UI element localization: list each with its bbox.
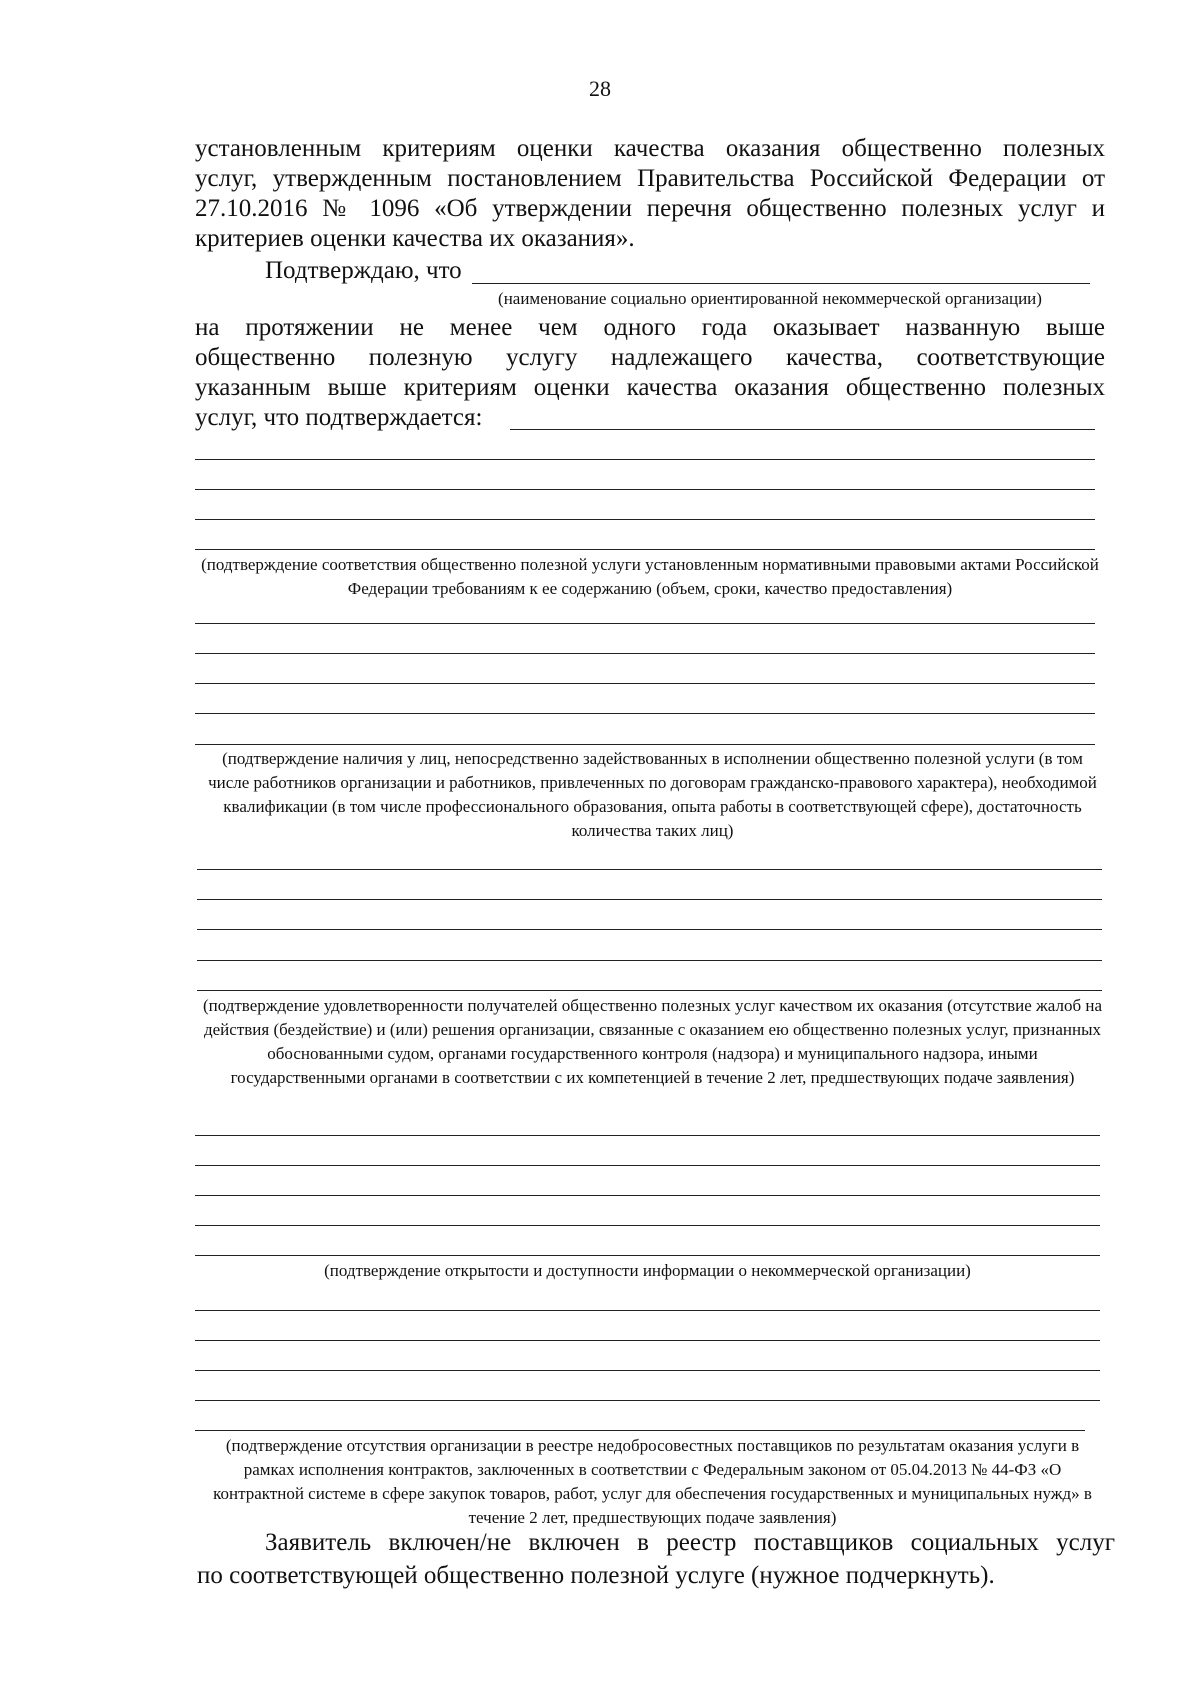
confirm-line: на протяжении не менее чем одного года оказывает названную выше (195, 314, 1105, 341)
confirmed-by-label: услуг, что подтверждается: (195, 404, 483, 431)
intro-line: 27.10.2016 № 1096 «Об утверждении перечня общественно полезных услуг и (195, 195, 1105, 222)
input-line[interactable] (197, 960, 1102, 961)
registry-statement-line: Заявитель включен/не включен в реестр поставщиков социальных услуг (265, 1529, 1115, 1556)
input-line[interactable] (510, 429, 1095, 430)
note-unscrupulous-registry: (подтверждение отсутствия организации в реестре недобросовестных поставщиков по результатам оказания услуги в рамках исполнения контрактов, заключенных в соответствии с Федеральным законом от 05.04.2013 № 44-ФЗ «О контрактной системе в сфере закупок товаров, работ, услуг для обеспечения государственных и муниципальных нужд» в течение 2 лет, предшествующих подаче заявления) (213, 1436, 1092, 1527)
org-name-caption: (наименование социально ориентированной некоммерческой организации) (498, 289, 1042, 308)
input-line[interactable] (195, 459, 1095, 460)
note-staff-qualification: (подтверждение наличия у лиц, непосредственно задействованных в исполнении общественно полезной услуги (в том числе работников организации и работников, привлеченных по договорам гражданско-правового характера), необходимой квалификации (в том числе профессионального образования, опыта работы в соответствующей сфере), достаточность количества таких лиц) (208, 749, 1097, 840)
org-name-field[interactable] (472, 283, 1090, 284)
input-line[interactable] (195, 489, 1095, 490)
input-line[interactable] (195, 653, 1095, 654)
registry-statement-line: по соответствующей общественно полезной услуге (нужное подчеркнуть). (197, 1562, 995, 1589)
input-line[interactable] (195, 623, 1095, 624)
input-line[interactable] (195, 1310, 1100, 1311)
note-recipient-satisfaction: (подтверждение удовлетворенности получателей общественно полезных услуг качеством их оказания (отсутствие жалоб на действия (бездействие) и (или) решения организации, связанные с оказанием ею общественно полезных услуг, признанных обоснованными судом, органами государственного контроля (надзора) и муниципального надзора, иными государственными органами в соответствии с их компетенцией в течение 2 лет, предшествующих подаче заявления) (202, 996, 1103, 1087)
confirm-label: Подтверждаю, что (265, 257, 462, 284)
input-line[interactable] (195, 1195, 1100, 1196)
input-line[interactable] (197, 899, 1102, 900)
page-number: 28 (589, 76, 611, 101)
input-line[interactable] (195, 1255, 1100, 1256)
input-line[interactable] (195, 1225, 1100, 1226)
confirm-line: общественно полезную услугу надлежащего качества, соответствующие (195, 344, 1105, 371)
input-line[interactable] (195, 519, 1095, 520)
input-line[interactable] (195, 1430, 1085, 1431)
input-line[interactable] (195, 1340, 1100, 1341)
confirm-paragraph (195, 313, 1105, 403)
intro-line: услуг, утвержденным постановлением Правительства Российской Федерации от (195, 165, 1105, 192)
note-information-openness: (подтверждение открытости и доступности информации о некоммерческой организации) (324, 1261, 971, 1280)
input-line[interactable] (197, 990, 1102, 991)
input-line[interactable] (195, 744, 1095, 745)
intro-line: установленным критериям оценки качества оказания общественно полезных (195, 135, 1105, 162)
note-service-compliance: (подтверждение соответствия общественно полезной услуги установленным нормативными правовыми актами Российской Федерации требованиям к ее содержанию (объем, сроки, качество предоставления) (201, 555, 1099, 598)
confirm-line: указанным выше критериям оценки качества оказания общественно полезных (195, 374, 1105, 401)
input-line[interactable] (195, 713, 1095, 714)
input-line[interactable] (195, 1400, 1100, 1401)
intro-paragraph (195, 134, 1105, 254)
input-line[interactable] (195, 1165, 1100, 1166)
input-line[interactable] (197, 929, 1102, 930)
input-line[interactable] (195, 1370, 1100, 1371)
intro-line: критериев оценки качества их оказания». (195, 225, 635, 252)
input-line[interactable] (195, 549, 1095, 550)
input-line[interactable] (195, 683, 1095, 684)
input-line[interactable] (197, 869, 1102, 870)
input-line[interactable] (195, 1135, 1100, 1136)
